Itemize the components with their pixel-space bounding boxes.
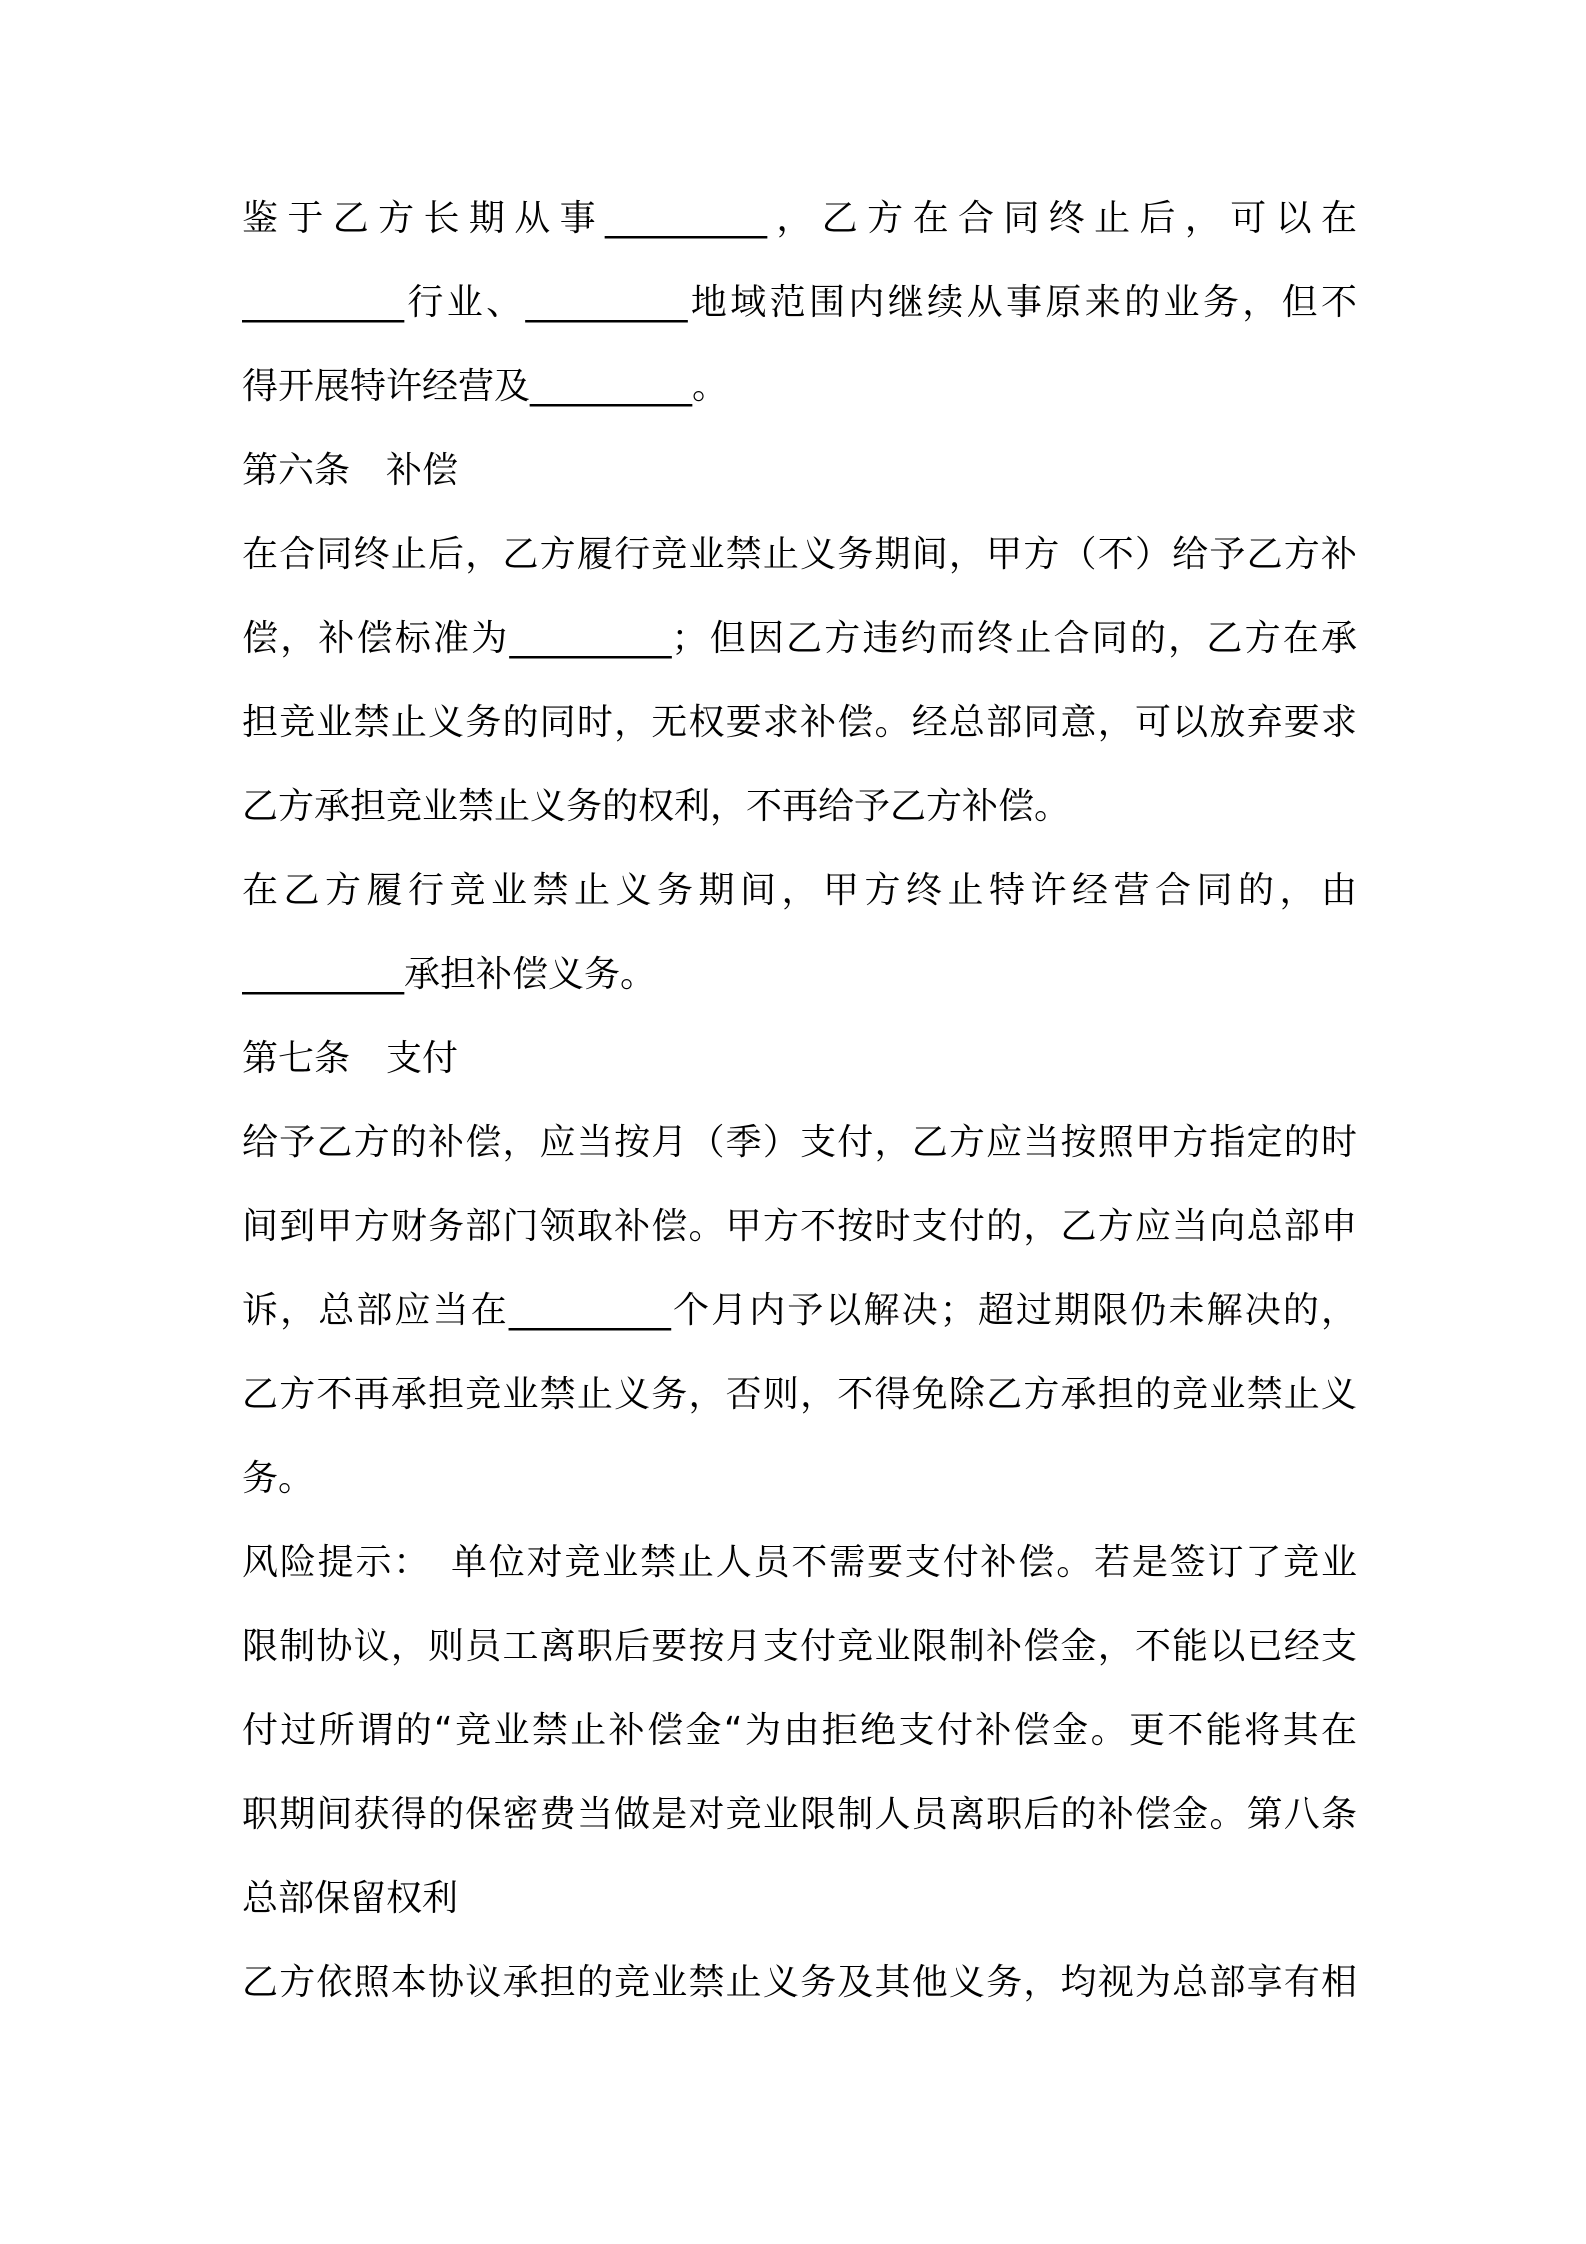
section-heading-article-6: 第六条 补偿: [242, 450, 459, 491]
paragraph-line: _________行业、_________地域范围内继续从事原来的业务，但不: [242, 282, 1357, 323]
section-heading-article-7: 第七条 支付: [242, 1038, 459, 1079]
paragraph-line: 担竞业禁止义务的同时，无权要求补偿。经总部同意，可以放弃要求: [242, 702, 1357, 743]
paragraph-line: 限制协议，则员工离职后要按月支付竞业限制补偿金，不能以已经支: [242, 1626, 1357, 1667]
section-heading-article-8: 总部保留权利: [242, 1878, 459, 1919]
paragraph-line: 给予乙方的补偿，应当按月（季）支付，乙方应当按照甲方指定的时: [242, 1122, 1357, 1163]
paragraph-line: 乙方承担竞业禁止义务的权利，不再给予乙方补偿。: [242, 786, 1071, 827]
risk-notice-line: 风险提示： 单位对竞业禁止人员不需要支付补偿。若是签订了竞业: [242, 1542, 1357, 1583]
paragraph-line: 鉴于乙方长期从事_________，乙方在合同终止后，可以在: [242, 198, 1357, 239]
paragraph-line: 诉，总部应当在_________个月内予以解决；超过期限仍未解决的，: [242, 1290, 1357, 1331]
paragraph-line: 间到甲方财务部门领取补偿。甲方不按时支付的，乙方应当向总部申: [242, 1206, 1357, 1247]
paragraph-line: 职期间获得的保密费当做是对竞业限制人员离职后的补偿金。第八条: [242, 1794, 1357, 1835]
paragraph-line: 付过所谓的“竞业禁止补偿金“为由拒绝支付补偿金。更不能将其在: [242, 1710, 1357, 1751]
paragraph-line: _________承担补偿义务。: [242, 954, 657, 995]
paragraph-line: 在乙方履行竞业禁止义务期间，甲方终止特许经营合同的，由: [242, 870, 1357, 911]
paragraph-line: 偿，补偿标准为_________；但因乙方违约而终止合同的，乙方在承: [242, 618, 1357, 659]
paragraph-line: 得开展特许经营及_________。: [242, 366, 729, 407]
paragraph-line: 务。: [242, 1458, 315, 1499]
paragraph-line: 乙方依照本协议承担的竞业禁止义务及其他义务，均视为总部享有相: [242, 1962, 1357, 2003]
paragraph-line: 乙方不再承担竞业禁止义务，否则，不得免除乙方承担的竞业禁止义: [242, 1374, 1357, 1415]
paragraph-line: 在合同终止后，乙方履行竞业禁止义务期间，甲方（不）给予乙方补: [242, 534, 1357, 575]
